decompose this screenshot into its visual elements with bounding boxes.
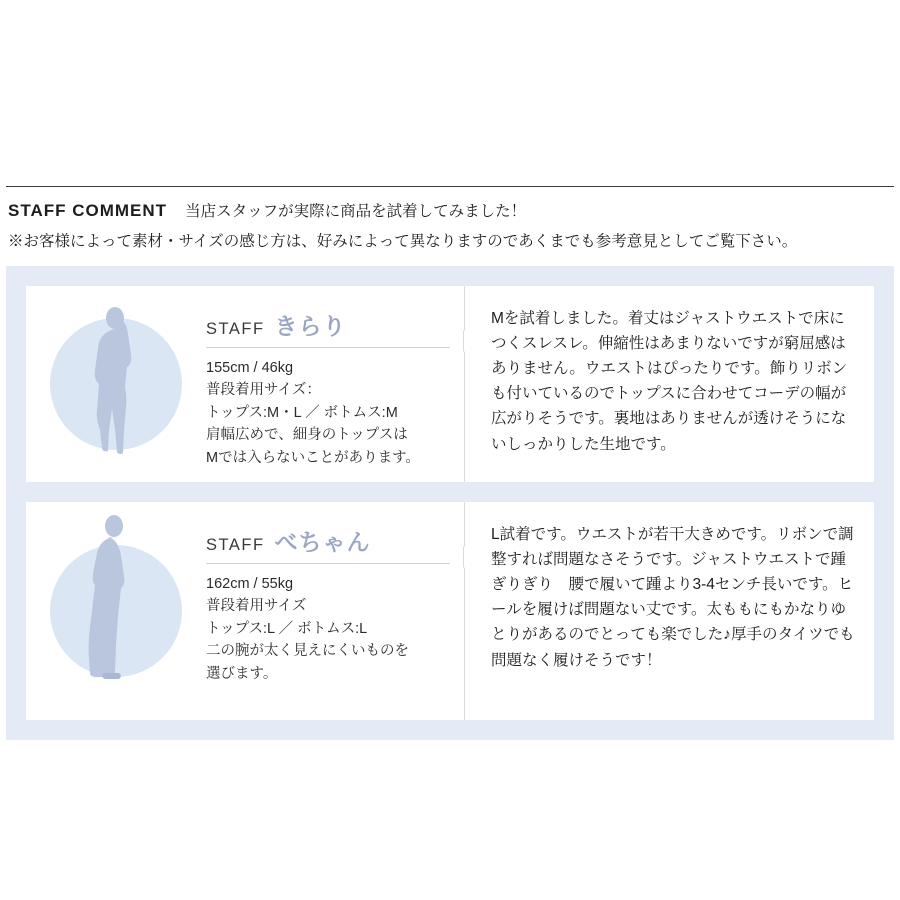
staff-label: STAFF: [206, 320, 265, 338]
staff-profile: [206, 286, 464, 482]
staff-profile: [206, 502, 464, 720]
staff-name: べちゃん: [274, 529, 371, 555]
avatar-circle: [50, 318, 182, 450]
staff-comment-area: [464, 286, 874, 482]
staff-stat-line: 162cm / 55kg: [206, 576, 294, 592]
page-title: STAFF COMMENT: [8, 201, 168, 220]
staff-stat-line: 155cm / 46kg: [206, 360, 294, 376]
staff-photo-area: [26, 502, 206, 720]
staff-stat-line: 肩幅広めで、細身のトップスは: [206, 427, 408, 444]
staff-comment-text: L試着です。ウエストが若干大きめです。リボンで調整すれば問題なさそうです。ジャストウエストで踵ぎりぎり 腰で履いて踵より3-4センチ長いです。ヒールを履けば問題ない丈です。太ももにもかなりゆとりがあるのでとっても楽でした♪厚手のタイツでも問題なく履けそうです！: [491, 526, 855, 669]
header: [0, 186, 900, 261]
staff-stats: [206, 564, 450, 685]
disclaimer-note: ※お客様によって素材・サイズの感じ方は、好みによって異なりますのであくまでも参考意見としてご覧下さい。: [8, 233, 798, 250]
staff-card: [26, 286, 874, 482]
staff-name: きらり: [274, 313, 347, 339]
staff-stat-line: 普段着用サイズ: [206, 598, 307, 615]
standing-figure-silhouette: [68, 304, 164, 454]
speech-pointer-icon: [464, 330, 477, 352]
avatar-circle: [50, 545, 182, 677]
staff-cards-panel: [6, 266, 894, 740]
staff-stat-line: 選びます。: [206, 665, 278, 682]
staff-stats: [206, 348, 450, 469]
staff-stat-line: Mでは入らないことがあります。: [206, 449, 420, 466]
staff-photo-area: [26, 286, 206, 482]
header-title-row: [6, 187, 894, 221]
staff-comment-area: [464, 502, 874, 720]
staff-comment-text: Mを試着しました。着丈はジャストウエストで床につくスレスレ。伸縮性はあまりないですが窮屈感はありません。ウエストはぴったりです。飾りリボンも付いているのでトップスに合わせてコーデの幅が広がりそうです。裏地はありませんが透けそうにないしっかりした生地です。: [491, 310, 848, 453]
page-subtitle: 当店スタッフが実際に商品を試着してみました！: [185, 203, 527, 220]
staff-label: STAFF: [206, 536, 265, 554]
speech-pointer-icon: [464, 546, 477, 568]
long-dress-figure-silhouette: [68, 513, 164, 681]
staff-stat-line: 普段着用サイズ：: [206, 382, 321, 399]
staff-name-row: [206, 524, 450, 564]
staff-name-row: [206, 308, 450, 348]
staff-stat-line: 二の腕が太く見えにくいものを: [206, 643, 409, 660]
staff-stat-line: トップス:M・L ／ ボトムス:M: [206, 404, 398, 421]
staff-stat-line: トップス:L ／ ボトムス:L: [206, 620, 368, 637]
staff-card: [26, 502, 874, 720]
